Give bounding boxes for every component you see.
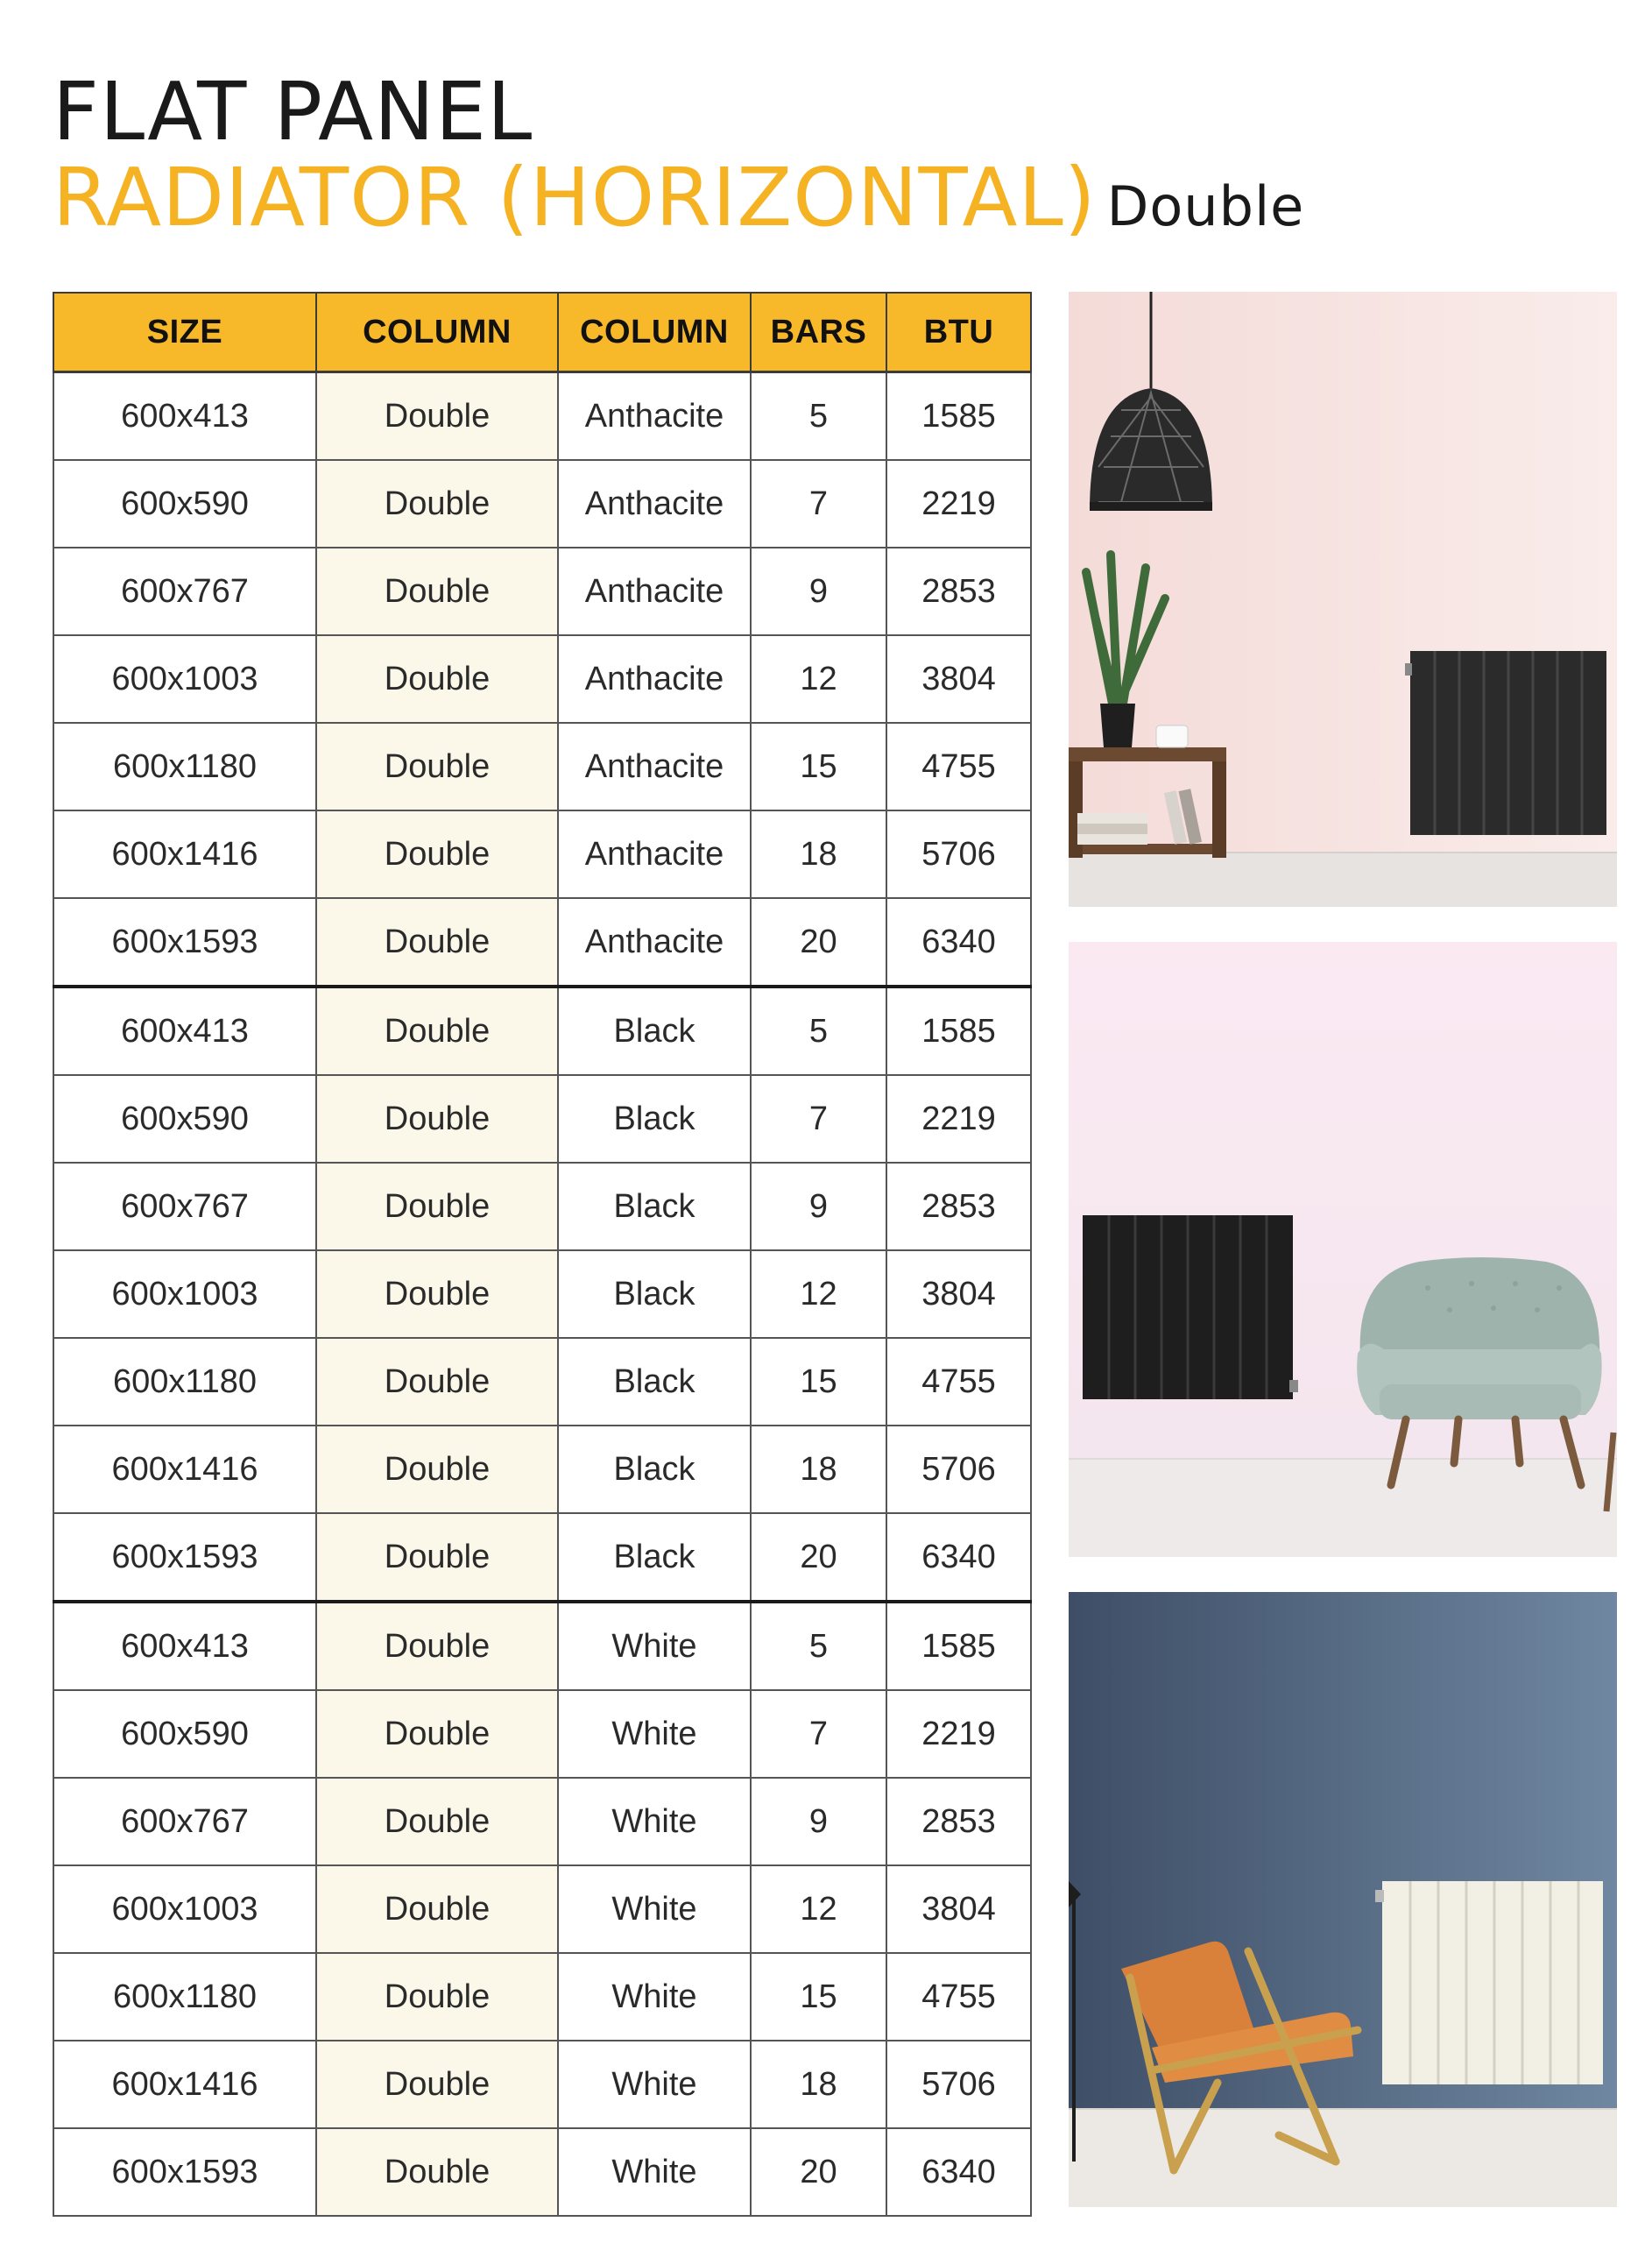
cell-column: Double bbox=[316, 372, 558, 461]
cell-colour: White bbox=[558, 1602, 751, 1690]
cell-bars: 20 bbox=[751, 898, 886, 987]
header-column: COLUMN bbox=[316, 293, 558, 372]
cell-column: Double bbox=[316, 548, 558, 635]
cell-colour: Anthacite bbox=[558, 548, 751, 635]
table-row bbox=[53, 1865, 1031, 1953]
cell-bars: 15 bbox=[751, 1338, 886, 1426]
cell-bars: 9 bbox=[751, 548, 886, 635]
cell-colour: Black bbox=[558, 1513, 751, 1602]
cell-size: 600x413 bbox=[53, 1602, 316, 1690]
table-row bbox=[53, 1163, 1031, 1250]
header-column-colour: COLUMN bbox=[558, 293, 751, 372]
cell-btu: 3804 bbox=[886, 635, 1031, 723]
table-header-row bbox=[53, 293, 1031, 372]
anthracite-radiator-scene-icon bbox=[1069, 292, 1617, 907]
cell-bars: 18 bbox=[751, 2041, 886, 2128]
table-row bbox=[53, 548, 1031, 635]
cell-colour: Black bbox=[558, 1426, 751, 1513]
cell-colour: White bbox=[558, 2128, 751, 2216]
black-radiator-scene-icon bbox=[1069, 942, 1617, 1557]
cell-column: Double bbox=[316, 2041, 558, 2128]
table-row bbox=[53, 1953, 1031, 2041]
cell-btu: 3804 bbox=[886, 1865, 1031, 1953]
table-row bbox=[53, 460, 1031, 548]
cell-column: Double bbox=[316, 1338, 558, 1426]
table-row bbox=[53, 1426, 1031, 1513]
table-row bbox=[53, 987, 1031, 1075]
cell-column: Double bbox=[316, 1163, 558, 1250]
table-row bbox=[53, 1513, 1031, 1602]
cell-bars: 18 bbox=[751, 810, 886, 898]
cell-column: Double bbox=[316, 987, 558, 1075]
cell-size: 600x590 bbox=[53, 1075, 316, 1163]
cell-column: Double bbox=[316, 1426, 558, 1513]
cell-colour: White bbox=[558, 1953, 751, 2041]
cell-size: 600x1003 bbox=[53, 635, 316, 723]
cell-size: 600x1416 bbox=[53, 1426, 316, 1513]
cell-size: 600x413 bbox=[53, 987, 316, 1075]
header-size: SIZE bbox=[53, 293, 316, 372]
table-row bbox=[53, 898, 1031, 987]
header-btu: BTU bbox=[886, 293, 1031, 372]
cell-size: 600x590 bbox=[53, 460, 316, 548]
photo-anthracite-radiator bbox=[1069, 292, 1617, 907]
cell-colour: Anthacite bbox=[558, 635, 751, 723]
cell-btu: 5706 bbox=[886, 2041, 1031, 2128]
table-row bbox=[53, 372, 1031, 461]
cell-btu: 4755 bbox=[886, 1953, 1031, 2041]
table-body bbox=[53, 372, 1031, 2217]
cell-column: Double bbox=[316, 1690, 558, 1778]
cell-bars: 7 bbox=[751, 1075, 886, 1163]
white-radiator-scene-icon bbox=[1069, 1592, 1617, 2207]
cell-colour: White bbox=[558, 1865, 751, 1953]
cell-btu: 1585 bbox=[886, 987, 1031, 1075]
table-row bbox=[53, 2041, 1031, 2128]
cell-size: 600x1180 bbox=[53, 1953, 316, 2041]
cell-column: Double bbox=[316, 1865, 558, 1953]
cell-btu: 6340 bbox=[886, 1513, 1031, 1602]
cell-size: 600x767 bbox=[53, 1163, 316, 1250]
cell-column: Double bbox=[316, 460, 558, 548]
table-row bbox=[53, 1602, 1031, 1690]
page-title bbox=[53, 65, 1305, 251]
cell-size: 600x1593 bbox=[53, 898, 316, 987]
cell-btu: 2853 bbox=[886, 1778, 1031, 1865]
cell-btu: 5706 bbox=[886, 810, 1031, 898]
cell-size: 600x1180 bbox=[53, 1338, 316, 1426]
cell-colour: Anthacite bbox=[558, 810, 751, 898]
cell-btu: 3804 bbox=[886, 1250, 1031, 1338]
cell-btu: 2219 bbox=[886, 1075, 1031, 1163]
cell-column: Double bbox=[316, 1602, 558, 1690]
cell-btu: 5706 bbox=[886, 1426, 1031, 1513]
table-row bbox=[53, 1075, 1031, 1163]
cell-colour: White bbox=[558, 1690, 751, 1778]
cell-bars: 5 bbox=[751, 372, 886, 461]
cell-bars: 20 bbox=[751, 1513, 886, 1602]
cell-bars: 7 bbox=[751, 1690, 886, 1778]
cell-bars: 18 bbox=[751, 1426, 886, 1513]
cell-bars: 15 bbox=[751, 723, 886, 810]
cell-btu: 2219 bbox=[886, 460, 1031, 548]
title-line-1: FLAT PANEL bbox=[53, 65, 533, 159]
cell-column: Double bbox=[316, 635, 558, 723]
cell-bars: 9 bbox=[751, 1163, 886, 1250]
cell-size: 600x1416 bbox=[53, 810, 316, 898]
cell-column: Double bbox=[316, 898, 558, 987]
cell-btu: 4755 bbox=[886, 723, 1031, 810]
cell-colour: Black bbox=[558, 1338, 751, 1426]
cell-bars: 5 bbox=[751, 1602, 886, 1690]
cell-column: Double bbox=[316, 1778, 558, 1865]
cell-bars: 7 bbox=[751, 460, 886, 548]
spec-table bbox=[53, 292, 1032, 2217]
cell-colour: Black bbox=[558, 1075, 751, 1163]
cell-column: Double bbox=[316, 723, 558, 810]
photo-black-radiator bbox=[1069, 942, 1617, 1557]
table-row bbox=[53, 635, 1031, 723]
cell-column: Double bbox=[316, 2128, 558, 2216]
cell-size: 600x1593 bbox=[53, 2128, 316, 2216]
table-row bbox=[53, 723, 1031, 810]
cell-colour: Anthacite bbox=[558, 898, 751, 987]
cell-size: 600x1003 bbox=[53, 1250, 316, 1338]
cell-btu: 6340 bbox=[886, 898, 1031, 987]
table-row bbox=[53, 1338, 1031, 1426]
cell-bars: 12 bbox=[751, 1250, 886, 1338]
table-row bbox=[53, 810, 1031, 898]
cell-size: 600x1593 bbox=[53, 1513, 316, 1602]
cell-column: Double bbox=[316, 1953, 558, 2041]
cell-colour: Black bbox=[558, 987, 751, 1075]
cell-colour: Anthacite bbox=[558, 723, 751, 810]
photo-white-radiator bbox=[1069, 1592, 1617, 2207]
cell-bars: 12 bbox=[751, 1865, 886, 1953]
cell-colour: Anthacite bbox=[558, 372, 751, 461]
cell-btu: 1585 bbox=[886, 1602, 1031, 1690]
header-bars: BARS bbox=[751, 293, 886, 372]
cell-size: 600x1180 bbox=[53, 723, 316, 810]
cell-column: Double bbox=[316, 1513, 558, 1602]
cell-size: 600x1416 bbox=[53, 2041, 316, 2128]
cell-colour: Black bbox=[558, 1163, 751, 1250]
cell-size: 600x413 bbox=[53, 372, 316, 461]
cell-btu: 2219 bbox=[886, 1690, 1031, 1778]
cell-colour: White bbox=[558, 1778, 751, 1865]
title-suffix: Double bbox=[1106, 174, 1305, 238]
cell-colour: Black bbox=[558, 1250, 751, 1338]
cell-colour: Anthacite bbox=[558, 460, 751, 548]
cell-size: 600x767 bbox=[53, 548, 316, 635]
cell-bars: 9 bbox=[751, 1778, 886, 1865]
table-row bbox=[53, 2128, 1031, 2216]
cell-btu: 2853 bbox=[886, 548, 1031, 635]
title-accent-text: RADIATOR (HORIZONTAL) bbox=[53, 151, 1097, 244]
cell-bars: 5 bbox=[751, 987, 886, 1075]
cell-colour: White bbox=[558, 2041, 751, 2128]
cell-btu: 6340 bbox=[886, 2128, 1031, 2216]
cell-size: 600x1003 bbox=[53, 1865, 316, 1953]
cell-btu: 2853 bbox=[886, 1163, 1031, 1250]
title-line-2 bbox=[53, 151, 1305, 251]
cell-size: 600x767 bbox=[53, 1778, 316, 1865]
cell-btu: 4755 bbox=[886, 1338, 1031, 1426]
table-row bbox=[53, 1250, 1031, 1338]
table-row bbox=[53, 1690, 1031, 1778]
cell-bars: 12 bbox=[751, 635, 886, 723]
table-row bbox=[53, 1778, 1031, 1865]
cell-column: Double bbox=[316, 1250, 558, 1338]
cell-column: Double bbox=[316, 810, 558, 898]
cell-size: 600x590 bbox=[53, 1690, 316, 1778]
cell-bars: 20 bbox=[751, 2128, 886, 2216]
cell-bars: 15 bbox=[751, 1953, 886, 2041]
cell-column: Double bbox=[316, 1075, 558, 1163]
cell-btu: 1585 bbox=[886, 372, 1031, 461]
